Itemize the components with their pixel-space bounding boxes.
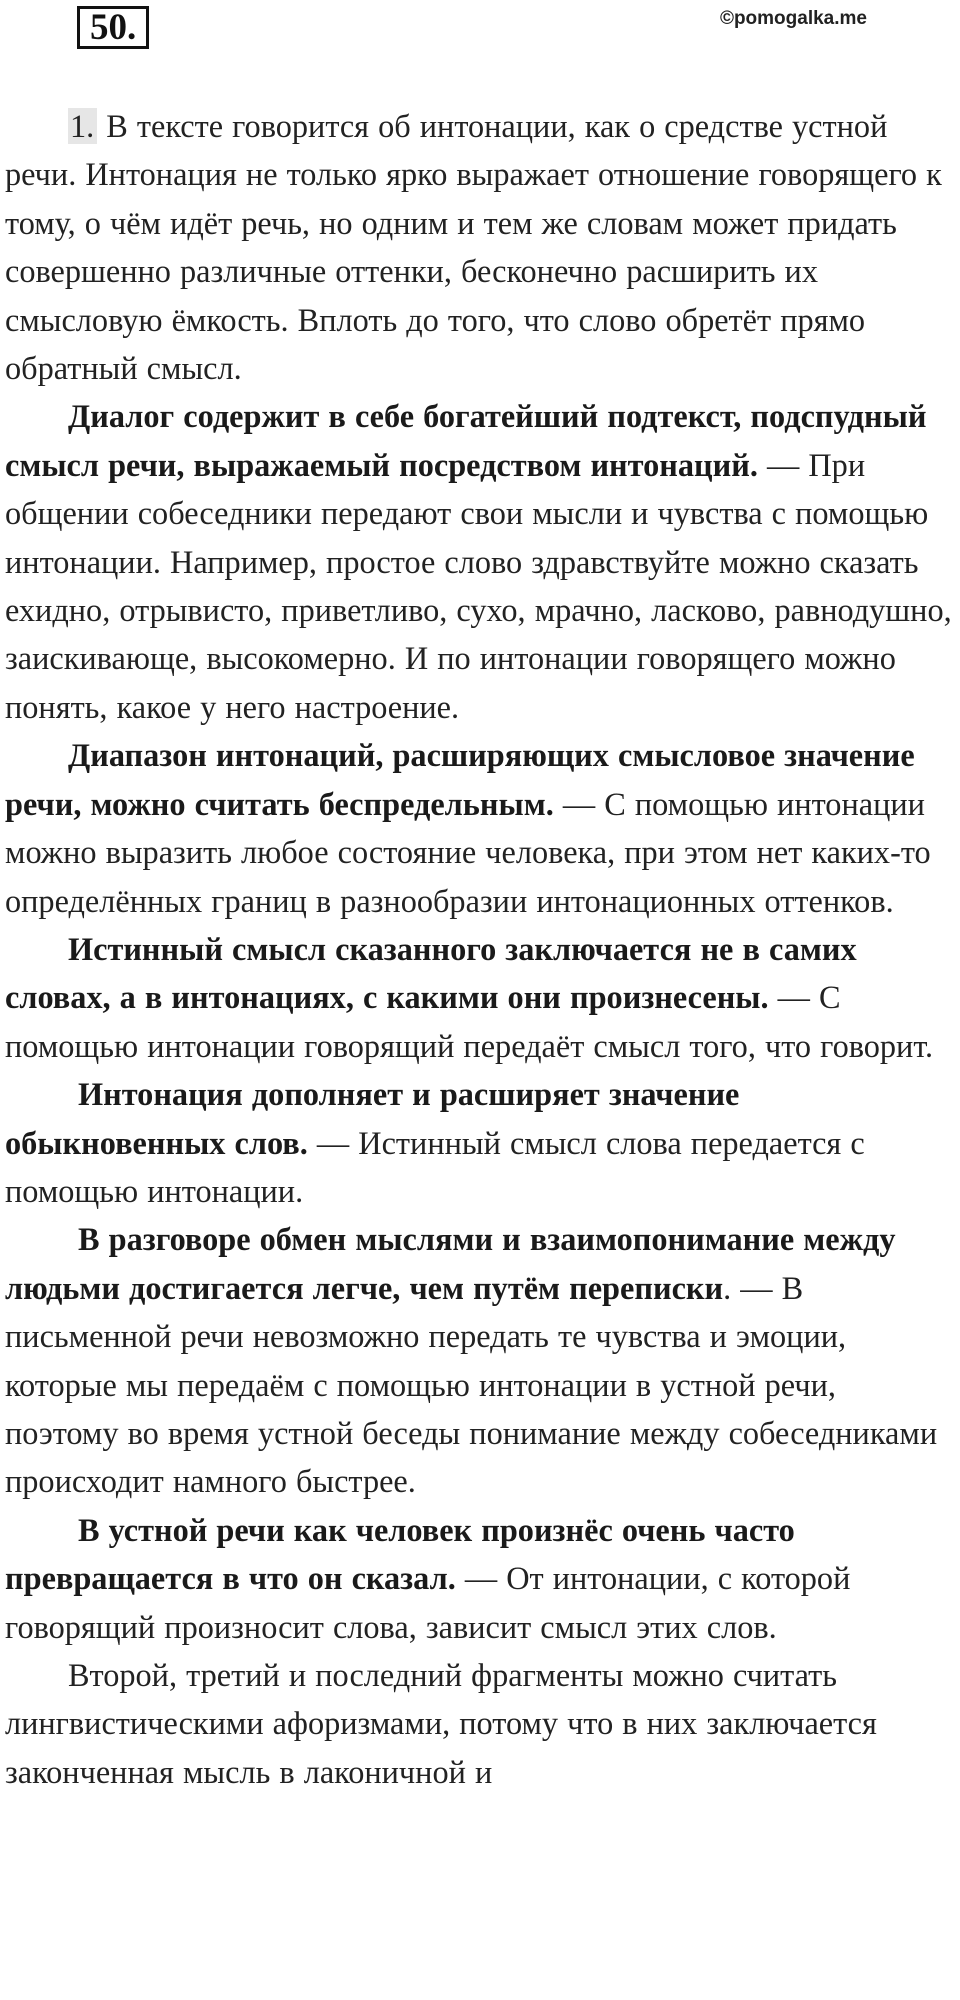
statement-quote: В разговоре обмен мыслями и взаимопонимание между людьми достигается легче, чем путём переписки [5, 1221, 896, 1306]
statement-paragraph-6 [5, 1506, 957, 1651]
watermark: ©pomogalka.me [719, 8, 867, 29]
statement-explanation: — С помощью интонации можно выразить любое состояние человека, при этом нет каких-то определённых границ в разнообразии интонационных оттенков. [5, 785, 931, 919]
answer-text [5, 102, 957, 1796]
statement-quote: Истинный смысл сказанного заключается не в самих словах, а в интонациях, с какими они произнесены. [5, 930, 857, 1016]
statement-explanation: . — В письменной речи невозможно передать те чувства и эмоции, которые мы передаём с помощью интонации в устной речи, поэтому во время устной беседы понимание между собеседниками происходит намного быстрее. [5, 1269, 938, 1500]
conclusion-text: Второй, третий и последний фрагменты можно считать лингвистическими афоризмами, потому что в них заключается законченная мысль в лаконичной и [5, 1657, 877, 1790]
intro-text: В тексте говорится об интонации, как о средстве устной речи. Интонация не только ярко выражает отношение говорящего к тому, о чём идёт речь, но одним и тем же словам может придать совершенно различные оттенки, бесконечно расширить их смысловую ёмкость. Вплоть до того, что слово обретёт прямо обратный смысл. [5, 108, 942, 387]
statement-quote: В устной речи как человек произнёс очень часто превращается в что он сказал. [5, 1511, 795, 1597]
statement-explanation: — От интонации, с которой говорящий произносит слова, зависит смысл этих слов. [5, 1560, 851, 1645]
statement-paragraph-3 [5, 925, 957, 1070]
task-number: 1. [68, 108, 97, 144]
statement-paragraph-1 [5, 392, 957, 731]
intro-paragraph [5, 102, 957, 392]
statement-quote: Диапазон интонаций, расширяющих смысловое значение речи, можно считать беспредельным. [5, 737, 915, 822]
statement-paragraph-4 [5, 1070, 957, 1215]
conclusion-paragraph [5, 1651, 957, 1796]
statement-explanation: — С помощью интонации говорящий передаёт смысл того, что говорит. [5, 979, 934, 1064]
page-header [0, 0, 960, 60]
statement-explanation: — При общении собеседники передают свои мысли и чувства с помощью интонации. Например, простое слово здравствуйте можно сказать ехидно, отрывисто, приветливо, сухо, мрачно, ласково, равнодушно, заискивающе, высокомерно. И по интонации говорящего можно понять, какое у него настроение. [5, 446, 952, 725]
statement-quote: Диалог содержит в себе богатейший подтекст, подспудный смысл речи, выражаемый посредством интонаций. [5, 398, 927, 483]
statement-paragraph-5 [5, 1215, 957, 1505]
statement-explanation: — Истинный смысл слова передается с помощью интонации. [5, 1124, 865, 1209]
statement-quote: Интонация дополняет и расширяет значение обыкновенных слов. [5, 1076, 740, 1161]
exercise-number: 50. [77, 6, 149, 49]
statement-paragraph-2 [5, 731, 957, 925]
